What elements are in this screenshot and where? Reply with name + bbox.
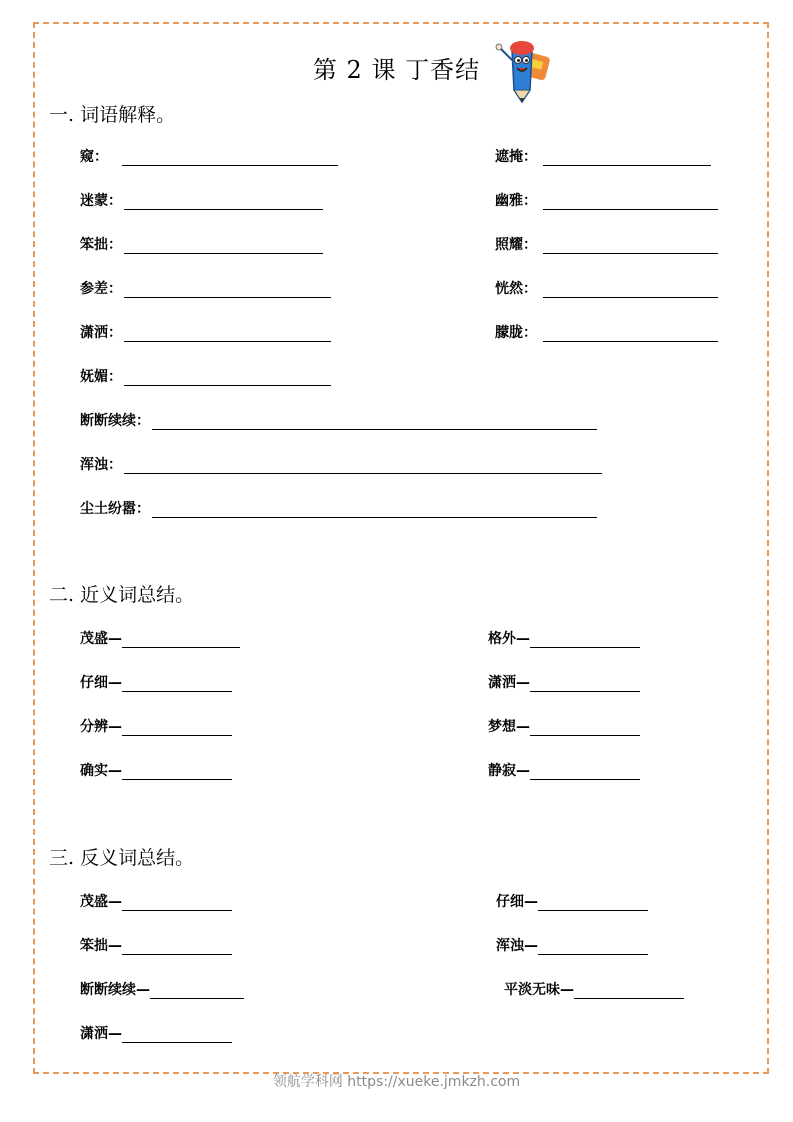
explain-row: [80, 234, 323, 254]
word-label: 格外—: [488, 631, 530, 647]
explain-row: [495, 278, 718, 298]
word-label: 潇洒—: [80, 1026, 122, 1042]
explain-row: [495, 322, 718, 342]
antonym-row: [496, 891, 648, 911]
answer-line[interactable]: [543, 151, 711, 166]
term-label: 照耀：: [495, 237, 537, 253]
answer-line[interactable]: [538, 896, 648, 911]
section-title-synonyms: 二. 近义词总结。: [49, 584, 195, 606]
answer-line[interactable]: [530, 677, 640, 692]
answer-line[interactable]: [122, 940, 232, 955]
answer-line[interactable]: [122, 896, 232, 911]
antonym-row: [80, 1023, 232, 1043]
word-label: 潇洒—: [488, 675, 530, 691]
word-label: 笨拙—: [80, 938, 122, 954]
synonym-row: [488, 672, 640, 692]
explain-row: [80, 190, 323, 210]
synonym-row: [80, 760, 232, 780]
word-label: 仔细—: [496, 894, 538, 910]
explain-row: [80, 322, 331, 342]
term-label: 窥：: [80, 149, 108, 165]
antonym-row: [504, 979, 684, 999]
answer-line[interactable]: [543, 283, 718, 298]
section-title-antonyms: 三. 反义词总结。: [49, 847, 195, 869]
synonym-row: [488, 628, 640, 648]
answer-line[interactable]: [530, 721, 640, 736]
answer-line[interactable]: [574, 984, 684, 999]
answer-line[interactable]: [538, 940, 648, 955]
explain-row: [495, 190, 718, 210]
term-label: 尘土纷嚣：: [80, 501, 150, 517]
pencil-mascot-icon: [494, 38, 558, 104]
dashed-page-border: [33, 22, 769, 1074]
explain-row: [495, 234, 718, 254]
term-label: 笨拙：: [80, 237, 122, 253]
answer-line[interactable]: [150, 984, 244, 999]
explain-row: [80, 146, 338, 166]
answer-line[interactable]: [530, 633, 640, 648]
answer-line[interactable]: [122, 721, 232, 736]
term-label: 浑浊：: [80, 457, 122, 473]
word-label: 确实—: [80, 763, 122, 779]
answer-line[interactable]: [530, 765, 640, 780]
explain-row: [80, 498, 597, 518]
page-title: 第 2 课 丁香结: [312, 56, 481, 84]
word-label: 静寂—: [488, 763, 530, 779]
section-title-explain: 一. 词语解释。: [49, 104, 176, 126]
synonym-row: [80, 716, 232, 736]
term-label: 参差：: [80, 281, 122, 297]
answer-line[interactable]: [152, 415, 597, 430]
answer-line[interactable]: [124, 283, 331, 298]
term-label: 幽雅：: [495, 193, 537, 209]
answer-line[interactable]: [122, 677, 232, 692]
answer-line[interactable]: [124, 239, 323, 254]
term-label: 恍然：: [495, 281, 537, 297]
antonym-row: [80, 891, 232, 911]
word-label: 仔细—: [80, 675, 122, 691]
word-label: 平淡无味—: [504, 982, 574, 998]
explain-row: [80, 366, 331, 386]
word-label: 分辨—: [80, 719, 122, 735]
answer-line[interactable]: [122, 765, 232, 780]
answer-line[interactable]: [124, 459, 602, 474]
antonym-row: [496, 935, 648, 955]
term-label: 潇洒：: [80, 325, 122, 341]
answer-line[interactable]: [124, 195, 323, 210]
explain-row: [80, 278, 331, 298]
synonym-row: [488, 760, 640, 780]
answer-line[interactable]: [122, 633, 240, 648]
answer-line[interactable]: [543, 195, 718, 210]
answer-line[interactable]: [543, 327, 718, 342]
answer-line[interactable]: [124, 327, 331, 342]
answer-line[interactable]: [543, 239, 718, 254]
term-label: 遮掩：: [495, 149, 537, 165]
synonym-row: [80, 672, 232, 692]
explain-row: [495, 146, 711, 166]
word-label: 茂盛—: [80, 631, 122, 647]
antonym-row: [80, 979, 244, 999]
answer-line[interactable]: [152, 503, 597, 518]
synonym-row: [80, 628, 240, 648]
antonym-row: [80, 935, 232, 955]
footer-watermark: 领航学科网 https://xueke.jmkzh.com: [272, 1074, 521, 1090]
explain-row: [80, 454, 602, 474]
term-label: 妩媚：: [80, 369, 122, 385]
word-label: 梦想—: [488, 719, 530, 735]
answer-line[interactable]: [124, 371, 331, 386]
answer-line[interactable]: [122, 1028, 232, 1043]
term-label: 断断续续：: [80, 413, 150, 429]
word-label: 断断续续—: [80, 982, 150, 998]
word-label: 茂盛—: [80, 894, 122, 910]
term-label: 朦胧：: [495, 325, 537, 341]
term-label: 迷蒙：: [80, 193, 122, 209]
word-label: 浑浊—: [496, 938, 538, 954]
synonym-row: [488, 716, 640, 736]
answer-line[interactable]: [122, 151, 338, 166]
explain-row: [80, 410, 597, 430]
